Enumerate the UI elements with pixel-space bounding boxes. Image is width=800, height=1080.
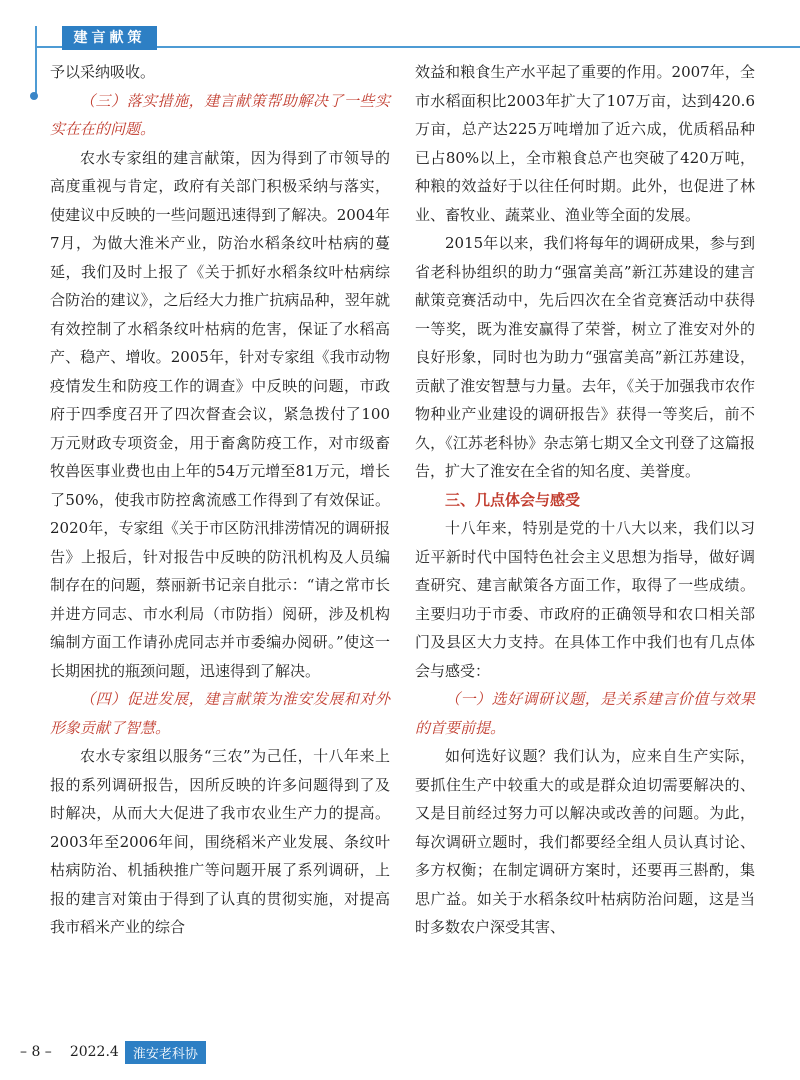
body-paragraph: 2015年以来，我们将每年的调研成果，参与到省老科协组织的助力“强富美高”新江苏建设的建言献策竞赛活动中，先后四次在全省竞赛活动中获得一等奖，既为淮安赢得了荣誉，树立了淮安对外的良好形象，同时也为助力“强富美高”新江苏建设，贡献了淮安智慧与力量。去年，《关于加强我市农作物种业产业建设的调研报告》获得一等奖后，前不久，《江苏老科协》杂志第七期又全文刊登了这篇报告，扩大了淮安在全省的知名度、美誉度。 [415,234,755,480]
section-tab: 建言献策 [62,26,157,50]
header-vertical-rule [35,26,37,96]
subheading: （三）落实措施，建言献策帮助解决了一些实实在在的问题。 [50,91,390,138]
subheading: （一）选好调研议题，是关系建言价值与效果的首要前提。 [415,690,755,737]
right-column [415,58,755,942]
issue-number: 2022.4 [69,1044,119,1060]
section-heading: 三、几点体会与感受 [445,490,581,509]
body-paragraph: 效益和粮食生产水平起了重要的作用。2007年，全市水稻面积比2003年扩大了107万亩，达到420.6万亩，总产达225万吨增加了近六成，优质稻品种已占80%以上，全市粮食总产也突破了420万吨，种粮的效益好于以往任何时期。此外，也促进了林业、畜牧业、蔬菜业、渔业等全面的发展。 [415,63,755,224]
page-number: – 8 – [20,1044,52,1060]
header-dot [30,92,38,100]
subheading: （四）促进发展，建言献策为淮安发展和对外形象贡献了智慧。 [50,690,390,737]
left-column [50,58,390,942]
body-paragraph: 十八年来，特别是党的十八大以来，我们以习近平新时代中国特色社会主义思想为指导，做好调查研究、建言献策各方面工作，取得了一些成绩。主要归功于市委、市政府的正确领导和农口相关部门及县区大力支持。在具体工作中我们也有几点体会与感受： [415,519,755,680]
body-paragraph: 农水专家组的建言献策，因为得到了市领导的高度重视与肯定，政府有关部门积极采纳与落实，使建议中反映的一些问题迅速得到了解决。2004年7月，为做大淮米产业，防治水稻条纹叶枯病的蔓延，我们及时上报了《关于抓好水稻条纹叶枯病综合防治的建议》，之后经大力推广抗病品种，翌年就有效控制了水稻条纹叶枯病的危害，保证了水稻高产、稳产、增收。2005年，针对专家组《我市动物疫情发生和防疫工作的调查》中反映的问题，市政府于四季度召开了四次督查会议，紧急拨付了100万元财政专项资金，用于畜禽防疫工作，对市级畜牧兽医事业费也由上年的54万元增至81万元，增长了50%，使我市防控禽流感工作得到了有效保证。2020年，专家组《关于市区防汛排涝情况的调研报告》上报后，针对报告中反映的防汛机构及人员编制存在的问题，蔡丽新书记亲自批示：“请之常市长并进方同志、市水利局（市防指）阅研，涉及机构编制方面工作请孙虎同志并市委编办阅研。”使这一长期困扰的瓶颈问题，迅速得到了解决。 [50,148,390,680]
body-paragraph: 农水专家组以服务“三农”为己任，十八年来上报的系列调研报告，因所反映的许多问题得到了及时解决，从而大大促进了我市农业生产力的提高。2003年至2006年间，围绕稻米产业发展、条纹叶枯病防治、机插秧推广等问题开展了系列调研，上报的建言对策由于得到了认真的贯彻实施，对提高我市稻米产业的综合 [50,747,390,936]
body-paragraph: 予以采纳吸收。 [50,63,156,81]
body-paragraph: 如何选好议题？我们认为，应来自生产实际，要抓住生产中较重大的或是群众迫切需要解决的、又是目前经过努力可以解决或改善的问题。为此，每次调研立题时，我们都要经全组人员认真讨论、多方权衡；在制定调研方案时，还要再三斟酌，集思广益。如关于水稻条纹叶枯病防治问题，这是当时多数农户深受其害、 [415,747,755,936]
page-footer [20,1040,206,1064]
magazine-name: 淮安老科协 [125,1041,206,1064]
